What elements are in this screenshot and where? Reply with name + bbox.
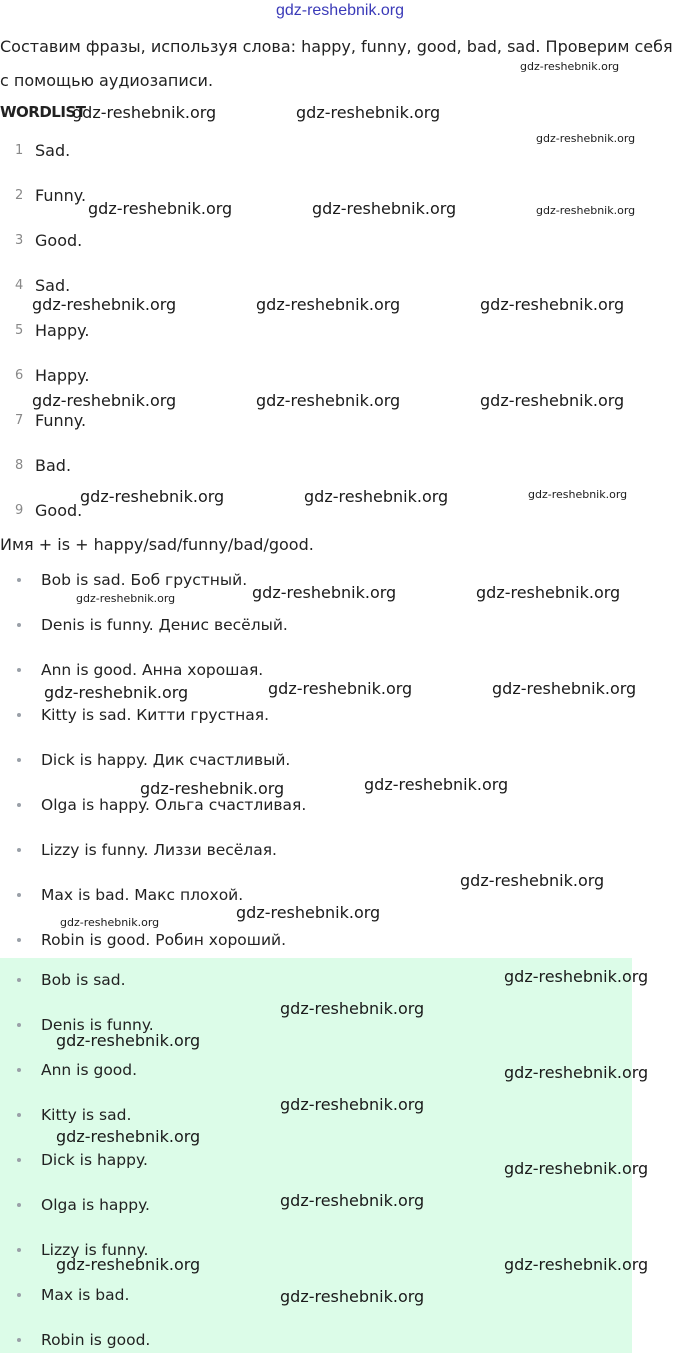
- list-item: [0, 746, 680, 791]
- word-number: 6: [15, 368, 24, 383]
- list-item: [0, 1326, 632, 1371]
- watermark: gdz-reshebnik.org: [296, 103, 441, 122]
- answer-text: Bob is sad.: [41, 971, 126, 989]
- bullet-icon: [17, 1023, 21, 1027]
- formula-text: Имя + is + happy/sad/funny/bad/good.: [0, 535, 314, 554]
- bullet-icon: [17, 938, 21, 942]
- bullet-icon: [17, 623, 21, 627]
- watermark: gdz-reshebnik.org: [280, 1287, 425, 1306]
- word-text: Bad.: [35, 456, 72, 475]
- watermark: gdz-reshebnik.org: [504, 967, 649, 986]
- answer-text: Denis is funny.: [41, 1016, 154, 1034]
- word-text: Happy.: [35, 321, 90, 340]
- watermark: gdz-reshebnik.org: [256, 391, 401, 410]
- watermark: gdz-reshebnik.org: [528, 488, 628, 501]
- sentence-text: Kitty is sad. Китти грустная.: [41, 706, 270, 724]
- word-item: [0, 406, 680, 451]
- watermark: gdz-reshebnik.org: [252, 583, 397, 602]
- bullet-icon: [17, 713, 21, 717]
- watermark: gdz-reshebnik.org: [460, 871, 605, 890]
- watermark: gdz-reshebnik.org: [536, 204, 636, 217]
- watermark: gdz-reshebnik.org: [236, 903, 381, 922]
- word-text: Sad.: [35, 141, 71, 160]
- bullet-icon: [17, 1158, 21, 1162]
- word-number: 3: [15, 233, 24, 248]
- word-text: Funny.: [35, 186, 87, 205]
- bullet-icon: [17, 1293, 21, 1297]
- watermark: gdz-reshebnik.org: [140, 779, 285, 798]
- answer-text: Max is bad.: [41, 1286, 130, 1304]
- word-item: [0, 226, 680, 271]
- watermark: gdz-reshebnik.org: [280, 999, 425, 1018]
- answer-text: Robin is good.: [41, 1331, 151, 1349]
- watermark: gdz-reshebnik.org: [504, 1063, 649, 1082]
- bullet-icon: [17, 1338, 21, 1342]
- word-number: 4: [15, 278, 24, 293]
- word-text: Good.: [35, 501, 83, 520]
- word-number: 7: [15, 413, 24, 428]
- word-number: 5: [15, 323, 24, 338]
- answer-text: Olga is happy.: [41, 1196, 150, 1214]
- watermark: gdz-reshebnik.org: [80, 487, 225, 506]
- bullet-icon: [17, 1203, 21, 1207]
- watermark: gdz-reshebnik.org: [312, 199, 457, 218]
- watermark: gdz-reshebnik.org: [32, 391, 177, 410]
- wordlist: [0, 136, 680, 541]
- sentence-text: Ann is good. Анна хорошая.: [41, 661, 264, 679]
- watermark: gdz-reshebnik.org: [476, 583, 621, 602]
- wordlist-heading: WORDLIST: [0, 103, 86, 121]
- watermark: gdz-reshebnik.org: [520, 60, 620, 73]
- watermark: gdz-reshebnik.org: [280, 1095, 425, 1114]
- answer-text: Ann is good.: [41, 1061, 138, 1079]
- list-item: [0, 701, 680, 746]
- watermark: gdz-reshebnik.org: [56, 1127, 201, 1146]
- bullet-icon: [17, 1068, 21, 1072]
- watermark: gdz-reshebnik.org: [304, 487, 449, 506]
- word-text: Good.: [35, 231, 83, 250]
- word-number: 9: [15, 503, 24, 518]
- word-number: 1: [15, 143, 24, 158]
- watermark: gdz-reshebnik.org: [88, 199, 233, 218]
- word-number: 2: [15, 188, 24, 203]
- answer-text: Kitty is sad.: [41, 1106, 132, 1124]
- word-text: Sad.: [35, 276, 71, 295]
- watermark: gdz-reshebnik.org: [60, 916, 160, 929]
- bullet-icon: [17, 1248, 21, 1252]
- sentence-text: Bob is sad. Боб грустный.: [41, 571, 248, 589]
- watermark: gdz-reshebnik.org: [480, 391, 625, 410]
- watermark: gdz-reshebnik.org: [504, 1159, 649, 1178]
- watermark: gdz-reshebnik.org: [280, 1191, 425, 1210]
- watermark: gdz-reshebnik.org: [72, 103, 217, 122]
- watermark: gdz-reshebnik.org: [536, 132, 636, 145]
- bullet-icon: [17, 758, 21, 762]
- watermark: gdz-reshebnik.org: [56, 1031, 201, 1050]
- bullet-icon: [17, 1113, 21, 1117]
- bullet-icon: [17, 978, 21, 982]
- watermark: gdz-reshebnik.org: [44, 683, 189, 702]
- word-text: Happy.: [35, 366, 90, 385]
- sentence-text: Denis is funny. Денис весёлый.: [41, 616, 288, 634]
- watermark: gdz-reshebnik.org: [364, 775, 509, 794]
- watermark: gdz-reshebnik.org: [256, 295, 401, 314]
- watermark: gdz-reshebnik.org: [268, 679, 413, 698]
- word-item: [0, 316, 680, 361]
- sentence-text: Olga is happy. Ольга счастливая.: [41, 796, 307, 814]
- bullet-icon: [17, 668, 21, 672]
- sentence-text: Lizzy is funny. Лиззи весёлая.: [41, 841, 277, 859]
- watermark: gdz-reshebnik.org: [480, 295, 625, 314]
- word-text: Funny.: [35, 411, 87, 430]
- list-item: [0, 791, 680, 836]
- sentence-text: Max is bad. Макс плохой.: [41, 886, 244, 904]
- watermark: gdz-reshebnik.org: [56, 1255, 201, 1274]
- word-number: 8: [15, 458, 24, 473]
- answer-text: Dick is happy.: [41, 1151, 148, 1169]
- watermark: gdz-reshebnik.org: [76, 592, 176, 605]
- answer-text: Lizzy is funny.: [41, 1241, 149, 1259]
- watermark: gdz-reshebnik.org: [32, 295, 177, 314]
- bullet-icon: [17, 803, 21, 807]
- sentence-text: Dick is happy. Дик счастливый.: [41, 751, 291, 769]
- bullet-icon: [17, 848, 21, 852]
- bullet-icon: [17, 578, 21, 582]
- watermark: gdz-reshebnik.org: [504, 1255, 649, 1274]
- intro-text: Составим фразы, используя слова: happy, funny, good, bad, sad. Проверим себя с помощью аудиозаписи.: [0, 37, 673, 90]
- bullet-icon: [17, 893, 21, 897]
- site-title[interactable]: gdz-reshebnik.org: [275, 2, 405, 19]
- sentence-text: Robin is good. Робин хороший.: [41, 931, 287, 949]
- list-item: [0, 611, 680, 656]
- watermark: gdz-reshebnik.org: [492, 679, 637, 698]
